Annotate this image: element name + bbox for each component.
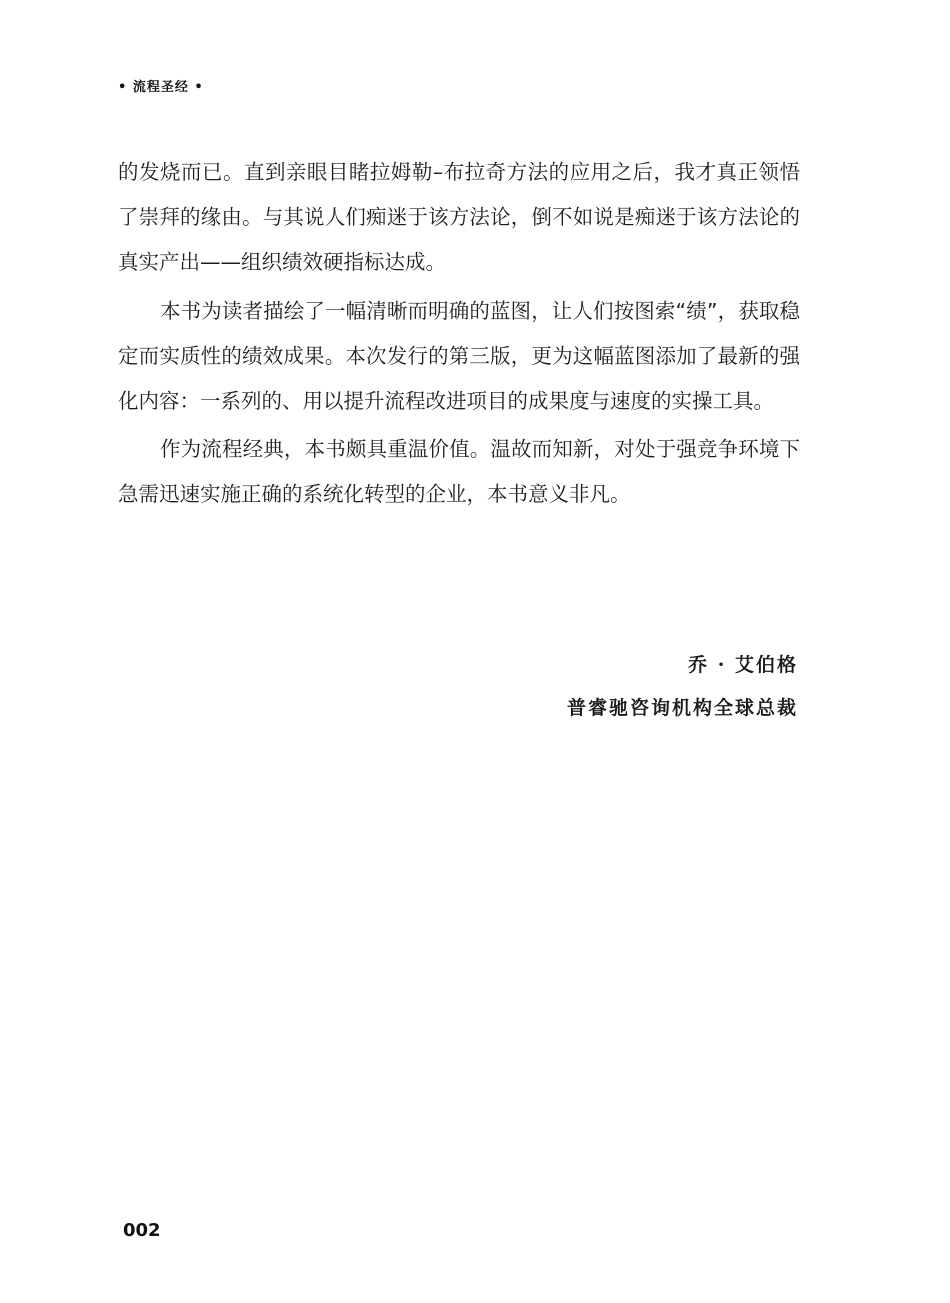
paragraph-continued: 的发烧而已。直到亲眼目睹拉姆勒–布拉奇方法的应用之后，我才真正领悟了崇拜的缘由。与其说人们痴迷于该方法论，倒不如说是痴迷于该方法论的真实产出——组织绩效硬指标达成。 bbox=[118, 160, 800, 275]
body-text bbox=[118, 150, 800, 521]
running-header: • 流程圣经 • bbox=[118, 80, 204, 95]
paragraph-blueprint: 本书为读者描绘了一幅清晰而明确的蓝图，让人们按图索“绩”，获取稳定而实质性的绩效成果。本次发行的第三版，更为这幅蓝图添加了最新的强化内容：一系列的、用以提升流程改进项目的成果度与速度的实操工具。 bbox=[118, 298, 800, 414]
page-number: 002 bbox=[123, 1220, 161, 1241]
signature-title: 普睿驰咨询机构全球总裁 bbox=[566, 697, 798, 719]
signature-name: 乔 · 艾伯格 bbox=[688, 654, 798, 676]
paragraph-classic: 作为流程经典，本书颇具重温价值。温故而知新，对处于强竞争环境下急需迅速实施正确的系统化转型的企业，本书意义非凡。 bbox=[118, 437, 800, 507]
